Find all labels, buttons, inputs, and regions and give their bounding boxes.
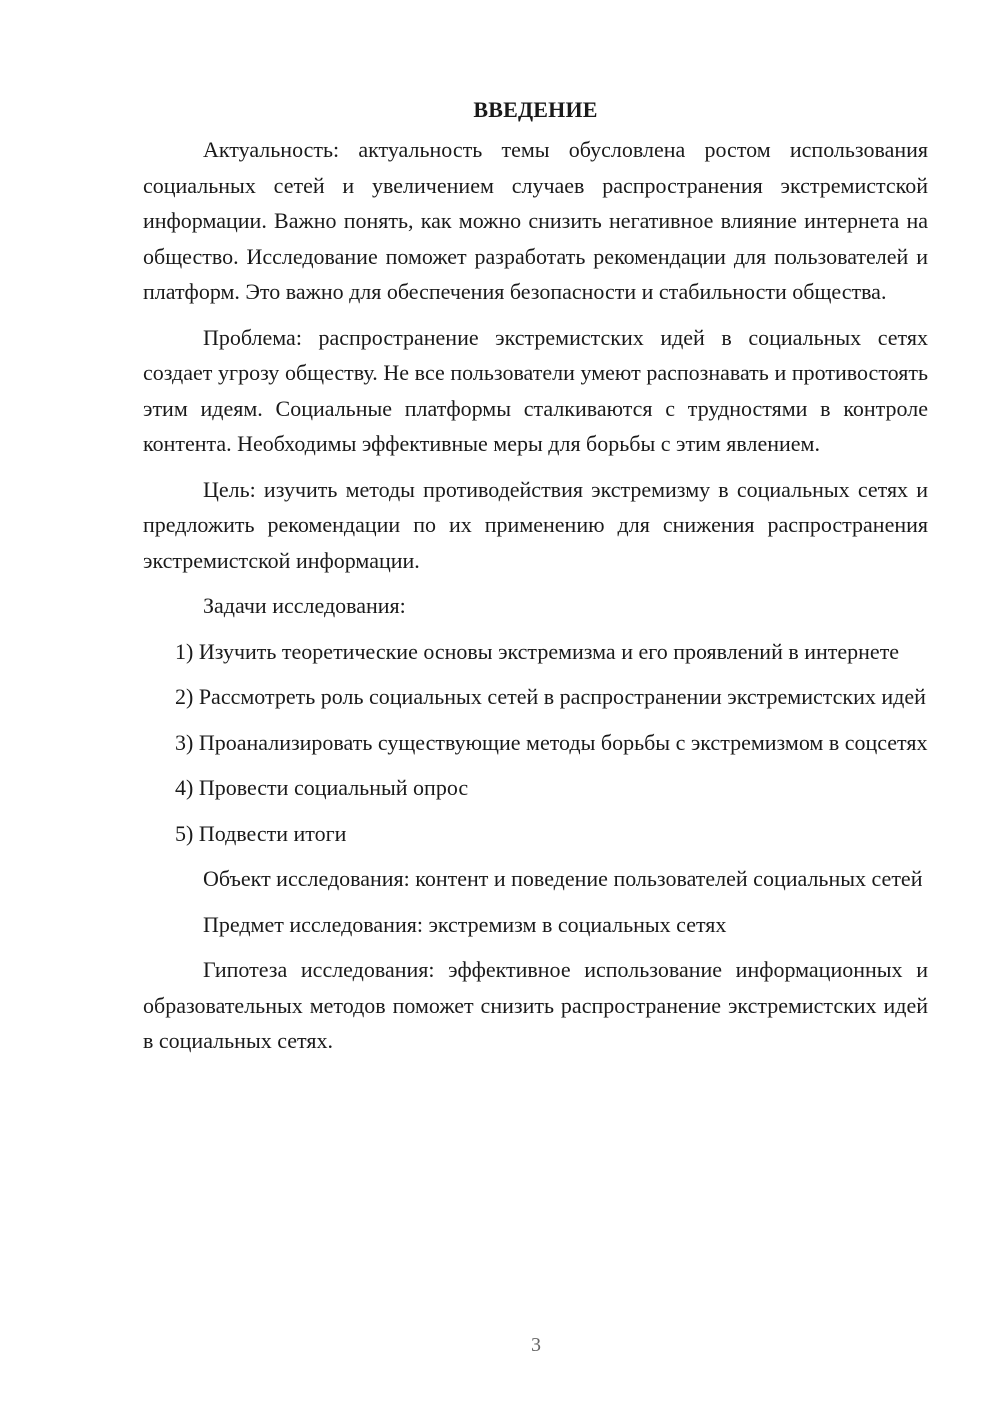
paragraph-problem: Проблема: распространение экстремистских идей в социальных сетях создает угрозу обществу. Не все пользователи умеют распознавать и противостоять этим идеям. Социальные платформы сталкиваются с трудностями в контроле контента. Необходимы эффективные меры для борьбы с этим явлением. — [143, 324, 928, 456]
task-item-4: 4) Провести социальный опрос — [175, 775, 469, 800]
paragraph-hypothesis: Гипотеза исследования: эффективное использование информационных и образовательных методов поможет снизить распространение экстремистских идей в социальных сетях. — [143, 957, 928, 1053]
paragraph-tasks-heading: Задачи исследования: — [203, 593, 406, 618]
task-item-3: 3) Проанализировать существующие методы борьбы с экстремизмом в соцсетях — [175, 729, 928, 755]
task-item-2: 2) Рассмотреть роль социальных сетей в распространении экстремистских идей — [175, 684, 926, 709]
paragraph-relevance: Актуальность: актуальность темы обусловлена ростом использования социальных сетей и увеличением случаев распространения экстремистской информации. Важно понять, как можно снизить негативное влияние интернета на общество. Исследование поможет разработать рекомендации для пользователей и платформ. Это важно для обеспечения безопасности и стабильности общества. — [143, 137, 928, 304]
task-item-1: 1) Изучить теоретические основы экстремизма и его проявлений в интернете — [175, 638, 900, 664]
paragraph-goal: Цель: изучить методы противодействия экстремизму в социальных сетях и предложить рекомендации по их применению для снижения распространения экстремистской информации. — [143, 476, 928, 573]
page-number: 3 — [531, 1334, 541, 1356]
task-item-5: 5) Подвести итоги — [175, 820, 347, 846]
section-title: ВВЕДЕНИЕ — [473, 97, 598, 122]
paragraph-subject: Предмет исследования: экстремизм в социальных сетях — [203, 911, 727, 937]
paragraph-object: Объект исследования: контент и поведение пользователей социальных сетей — [203, 866, 923, 891]
document-body — [143, 92, 928, 1069]
